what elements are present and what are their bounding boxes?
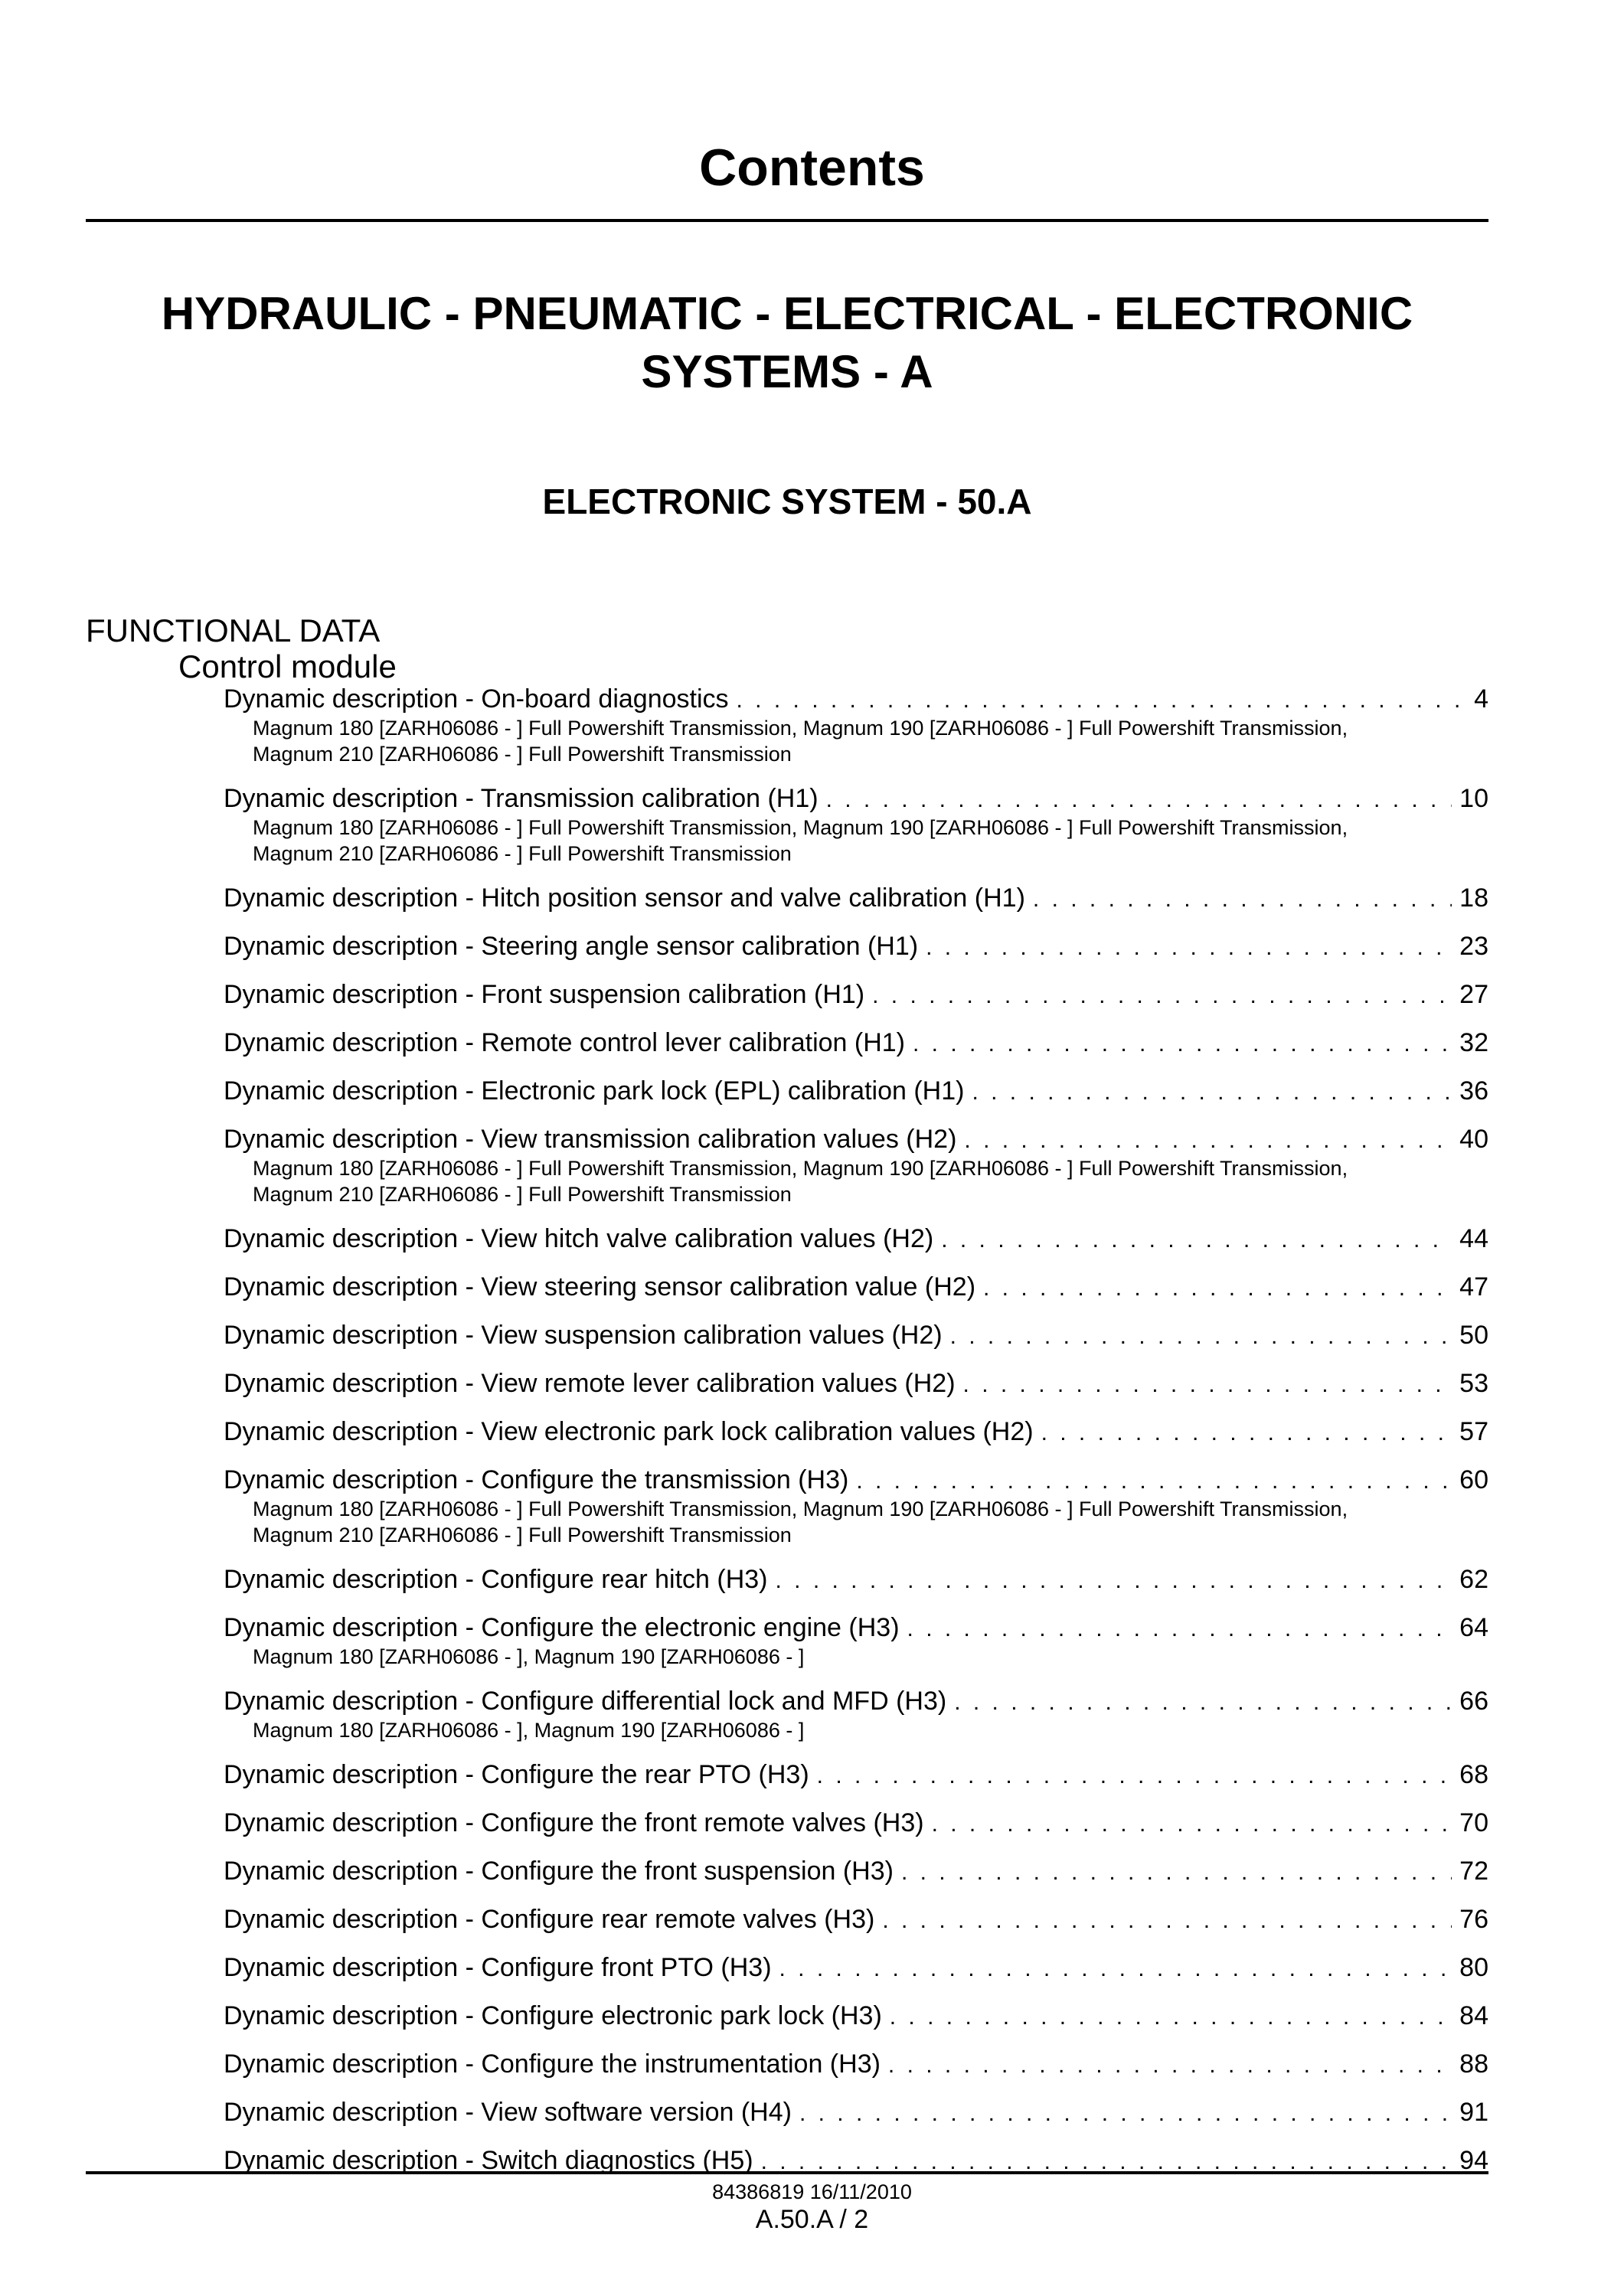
toc-entry-page-number[interactable]: 44 bbox=[1459, 1224, 1488, 1253]
toc-entry-line[interactable] bbox=[224, 1855, 1488, 1887]
toc-entry[interactable] bbox=[224, 1951, 1488, 1984]
toc-entry-page-number[interactable]: 62 bbox=[1459, 1565, 1488, 1594]
toc-entry-line[interactable] bbox=[224, 1903, 1488, 1935]
toc-entry[interactable] bbox=[224, 1759, 1488, 1791]
toc-entry-line[interactable] bbox=[224, 2096, 1488, 2128]
toc-entry-line[interactable] bbox=[224, 1612, 1488, 1644]
toc-entry-title[interactable]: Dynamic description - Hitch position sensor and valve calibration (H1) bbox=[224, 883, 1025, 913]
toc-entry-line[interactable] bbox=[224, 1367, 1488, 1399]
page-title: Contents bbox=[699, 139, 925, 197]
toc-entry-page-number[interactable]: 70 bbox=[1459, 1808, 1488, 1837]
footer-document-id: 84386819 16/11/2010 bbox=[712, 2180, 912, 2203]
toc-entry-line[interactable] bbox=[224, 2000, 1488, 2032]
toc-dot-leader bbox=[882, 1905, 1452, 1937]
toc-entry-line[interactable] bbox=[224, 1464, 1488, 1496]
toc-entry-page-number[interactable]: 18 bbox=[1459, 883, 1488, 913]
toc-entry[interactable] bbox=[224, 1807, 1488, 1839]
toc-entry-line[interactable] bbox=[224, 1319, 1488, 1351]
toc-entry-title[interactable]: Dynamic description - Configure the transmission (H3) bbox=[224, 1465, 849, 1494]
toc-entry-title[interactable]: Dynamic description - Configure the instrumentation (H3) bbox=[224, 2049, 881, 2079]
toc-entry-page-number[interactable]: 27 bbox=[1459, 980, 1488, 1009]
toc-entry-title[interactable]: Dynamic description - Transmission calibration (H1) bbox=[224, 784, 819, 813]
toc-entry-title[interactable]: Dynamic description - View remote lever calibration values (H2) bbox=[224, 1369, 956, 1398]
toc-entry-line[interactable] bbox=[224, 1271, 1488, 1303]
toc-entry-title[interactable]: Dynamic description - View transmission calibration values (H2) bbox=[224, 1125, 957, 1154]
toc-entry[interactable] bbox=[224, 1464, 1488, 1548]
toc-dot-leader bbox=[1033, 883, 1452, 916]
toc-entry-page-number[interactable]: 4 bbox=[1474, 684, 1488, 714]
toc-entry-page-number[interactable]: 88 bbox=[1459, 2049, 1488, 2079]
toc-entry-page-number[interactable]: 84 bbox=[1459, 2001, 1488, 2030]
toc-entry-line[interactable] bbox=[224, 930, 1488, 962]
toc-entry[interactable] bbox=[224, 1855, 1488, 1887]
toc-entry-page-number[interactable]: 94 bbox=[1459, 2146, 1488, 2175]
toc-entry-page-number[interactable]: 91 bbox=[1459, 2098, 1488, 2127]
toc-dot-leader bbox=[907, 1613, 1452, 1645]
toc-entry-page-number[interactable]: 72 bbox=[1459, 1857, 1488, 1886]
toc-entry-line[interactable] bbox=[224, 782, 1488, 815]
toc-entry-page-number[interactable]: 32 bbox=[1459, 1028, 1488, 1057]
toc-entry-line[interactable] bbox=[224, 2048, 1488, 2080]
toc-dot-leader bbox=[972, 1076, 1452, 1109]
toc-entry-line[interactable] bbox=[224, 683, 1488, 715]
toc-entry[interactable] bbox=[224, 1223, 1488, 1255]
toc-entry-applicability-note: Magnum 180 [ZARH06086 - ] Full Powershift Transmission, Magnum 190 [ZARH06086 - ] Full Powershift Transmission, Magnum 210 [ZARH06086 - ] Full Powershift Transmission bbox=[253, 717, 1348, 766]
toc-dot-leader bbox=[941, 1224, 1452, 1256]
toc-dot-leader bbox=[926, 932, 1452, 964]
toc-entry-applicability-note: Magnum 180 [ZARH06086 - ] Full Powershift Transmission, Magnum 190 [ZARH06086 - ] Full Powershift Transmission, Magnum 210 [ZARH06086 - ] Full Powershift Transmission bbox=[253, 816, 1348, 865]
toc-entry-applicability-note: Magnum 180 [ZARH06086 - ], Magnum 190 [ZARH06086 - ] bbox=[253, 1719, 805, 1742]
toc-entry[interactable] bbox=[224, 1271, 1488, 1303]
toc-heading-control-module: Control module bbox=[178, 648, 397, 684]
toc-dot-leader bbox=[954, 1687, 1452, 1719]
toc-entry-applicability-note: Magnum 180 [ZARH06086 - ], Magnum 190 [ZARH06086 - ] bbox=[253, 1645, 805, 1668]
footer-page-number: A.50.A / 2 bbox=[755, 2205, 869, 2234]
toc-entry-title[interactable]: Dynamic description - Remote control lever calibration (H1) bbox=[224, 1028, 905, 1057]
toc-entry-title[interactable]: Dynamic description - Configure rear hitch (H3) bbox=[224, 1565, 768, 1594]
toc-entry-line[interactable] bbox=[224, 1807, 1488, 1839]
toc-dot-leader bbox=[888, 2049, 1452, 2082]
header-rule bbox=[86, 219, 1488, 222]
toc-dot-leader bbox=[799, 2098, 1452, 2130]
toc-entry[interactable] bbox=[224, 1319, 1488, 1351]
toc-dot-leader bbox=[872, 980, 1452, 1012]
footer-rule bbox=[86, 2171, 1488, 2174]
toc-entry-line[interactable] bbox=[224, 882, 1488, 914]
toc-dot-leader bbox=[826, 784, 1452, 816]
toc-entry[interactable] bbox=[224, 782, 1488, 867]
toc-entry[interactable] bbox=[224, 1416, 1488, 1448]
toc-entry-page-number[interactable]: 80 bbox=[1459, 1953, 1488, 1982]
toc-entry-line[interactable] bbox=[224, 1123, 1488, 1155]
toc-entry-title[interactable]: Dynamic description - Switch diagnostics (H5) bbox=[224, 2146, 753, 2175]
toc-entry-title[interactable]: Dynamic description - View software version (H4) bbox=[224, 2098, 792, 2127]
toc-entry-page-number[interactable]: 23 bbox=[1459, 932, 1488, 961]
toc-dot-leader bbox=[775, 1565, 1452, 1597]
toc-dot-leader bbox=[817, 1760, 1452, 1792]
toc-list bbox=[224, 683, 1488, 2193]
section-title bbox=[86, 285, 1488, 401]
toc-entry-title[interactable]: Dynamic description - View steering sensor calibration value (H2) bbox=[224, 1272, 976, 1302]
toc-dot-leader bbox=[890, 2001, 1452, 2033]
toc-entry-page-number[interactable]: 10 bbox=[1459, 784, 1488, 813]
chapter-title: ELECTRONIC SYSTEM - 50.A bbox=[542, 482, 1032, 521]
toc-entry[interactable] bbox=[224, 1123, 1488, 1207]
toc-entry-title[interactable]: Dynamic description - On-board diagnostics bbox=[224, 684, 729, 714]
toc-dot-leader bbox=[779, 1953, 1452, 1985]
toc-entry-applicability-note: Magnum 180 [ZARH06086 - ] Full Powershift Transmission, Magnum 190 [ZARH06086 - ] Full Powershift Transmission, Magnum 210 [ZARH06086 - ] Full Powershift Transmission bbox=[253, 1157, 1348, 1206]
toc-dot-leader bbox=[737, 684, 1467, 717]
toc-dot-leader bbox=[856, 1465, 1452, 1497]
toc-entry-page-number[interactable]: 76 bbox=[1459, 1905, 1488, 1934]
toc-entry-page-number[interactable]: 53 bbox=[1459, 1369, 1488, 1398]
toc-entry-applicability-note: Magnum 180 [ZARH06086 - ] Full Powershift Transmission, Magnum 190 [ZARH06086 - ] Full Powershift Transmission, Magnum 210 [ZARH06086 - ] Full Powershift Transmission bbox=[253, 1497, 1348, 1546]
toc-entry-title[interactable]: Dynamic description - Configure the rear PTO (H3) bbox=[224, 1760, 809, 1789]
toc-entry-line[interactable] bbox=[224, 978, 1488, 1011]
toc-dot-leader bbox=[913, 1028, 1452, 1060]
toc-entry[interactable] bbox=[224, 1367, 1488, 1399]
section-title-line-2: SYSTEMS - A bbox=[641, 346, 933, 397]
toc-entry-line[interactable] bbox=[224, 1759, 1488, 1791]
toc-entry-page-number[interactable]: 68 bbox=[1459, 1760, 1488, 1789]
toc-entry[interactable] bbox=[224, 1075, 1488, 1107]
toc-entry[interactable] bbox=[224, 930, 1488, 962]
toc-entry-title[interactable]: Dynamic description - Configure electronic park lock (H3) bbox=[224, 2001, 882, 2030]
toc-entry[interactable] bbox=[224, 2000, 1488, 2032]
toc-dot-leader bbox=[901, 1857, 1452, 1889]
toc-entry-title[interactable]: Dynamic description - Steering angle sensor calibration (H1) bbox=[224, 932, 919, 961]
toc-entry[interactable] bbox=[224, 2096, 1488, 2128]
toc-entry-title[interactable]: Dynamic description - View electronic park lock calibration values (H2) bbox=[224, 1417, 1034, 1446]
toc-entry[interactable] bbox=[224, 1027, 1488, 1059]
toc-entry-title[interactable]: Dynamic description - Front suspension calibration (H1) bbox=[224, 980, 865, 1009]
toc-entry[interactable] bbox=[224, 2048, 1488, 2080]
toc-entry-title[interactable]: Dynamic description - Configure front PTO (H3) bbox=[224, 1953, 772, 1982]
toc-entry-line[interactable] bbox=[224, 1075, 1488, 1107]
toc-dot-leader bbox=[932, 1808, 1452, 1840]
toc-entry[interactable] bbox=[224, 1685, 1488, 1743]
toc-dot-leader bbox=[983, 1272, 1452, 1305]
toc-dot-leader bbox=[1041, 1417, 1452, 1449]
toc-heading-functional-data: FUNCTIONAL DATA bbox=[86, 612, 381, 648]
toc-dot-leader bbox=[963, 1369, 1452, 1401]
toc-entry-title[interactable]: Dynamic description - Configure the front remote valves (H3) bbox=[224, 1808, 924, 1837]
toc-entry-line[interactable] bbox=[224, 1685, 1488, 1717]
toc-entry-title[interactable]: Dynamic description - View hitch valve calibration values (H2) bbox=[224, 1224, 934, 1253]
toc-entry[interactable] bbox=[224, 1612, 1488, 1670]
toc-entry-title[interactable]: Dynamic description - Configure the electronic engine (H3) bbox=[224, 1613, 900, 1642]
toc-entry-page-number[interactable]: 64 bbox=[1459, 1613, 1488, 1642]
toc-entry[interactable] bbox=[224, 1563, 1488, 1595]
toc-entry-title[interactable]: Dynamic description - Configure the front suspension (H3) bbox=[224, 1857, 894, 1886]
toc-entry-page-number[interactable]: 40 bbox=[1459, 1125, 1488, 1154]
toc-entry[interactable] bbox=[224, 882, 1488, 914]
toc-entry-title[interactable]: Dynamic description - Configure differential lock and MFD (H3) bbox=[224, 1687, 947, 1716]
toc-entry-title[interactable]: Dynamic description - Electronic park lock (EPL) calibration (H1) bbox=[224, 1076, 965, 1106]
toc-entry-line[interactable] bbox=[224, 1951, 1488, 1984]
toc-entry[interactable] bbox=[224, 978, 1488, 1011]
toc-entry-line[interactable] bbox=[224, 1027, 1488, 1059]
toc-entry-page-number[interactable]: 66 bbox=[1459, 1687, 1488, 1716]
toc-entry-line[interactable] bbox=[224, 1416, 1488, 1448]
toc-dot-leader bbox=[964, 1125, 1452, 1157]
toc-entry-page-number[interactable]: 36 bbox=[1459, 1076, 1488, 1106]
toc-entry-page-number[interactable]: 50 bbox=[1459, 1321, 1488, 1350]
toc-entry-page-number[interactable]: 57 bbox=[1459, 1417, 1488, 1446]
toc-entry-page-number[interactable]: 47 bbox=[1459, 1272, 1488, 1302]
section-title-line-1: HYDRAULIC - PNEUMATIC - ELECTRICAL - ELECTRONIC bbox=[161, 288, 1413, 339]
toc-dot-leader bbox=[950, 1321, 1452, 1353]
toc-entry-line[interactable] bbox=[224, 1223, 1488, 1255]
toc-entry[interactable] bbox=[224, 683, 1488, 767]
toc-entry-title[interactable]: Dynamic description - View suspension calibration values (H2) bbox=[224, 1321, 943, 1350]
toc-entry-page-number[interactable]: 60 bbox=[1459, 1465, 1488, 1494]
toc-entry-title[interactable]: Dynamic description - Configure rear remote valves (H3) bbox=[224, 1905, 875, 1934]
toc-entry-line[interactable] bbox=[224, 1563, 1488, 1595]
toc-entry[interactable] bbox=[224, 1903, 1488, 1935]
